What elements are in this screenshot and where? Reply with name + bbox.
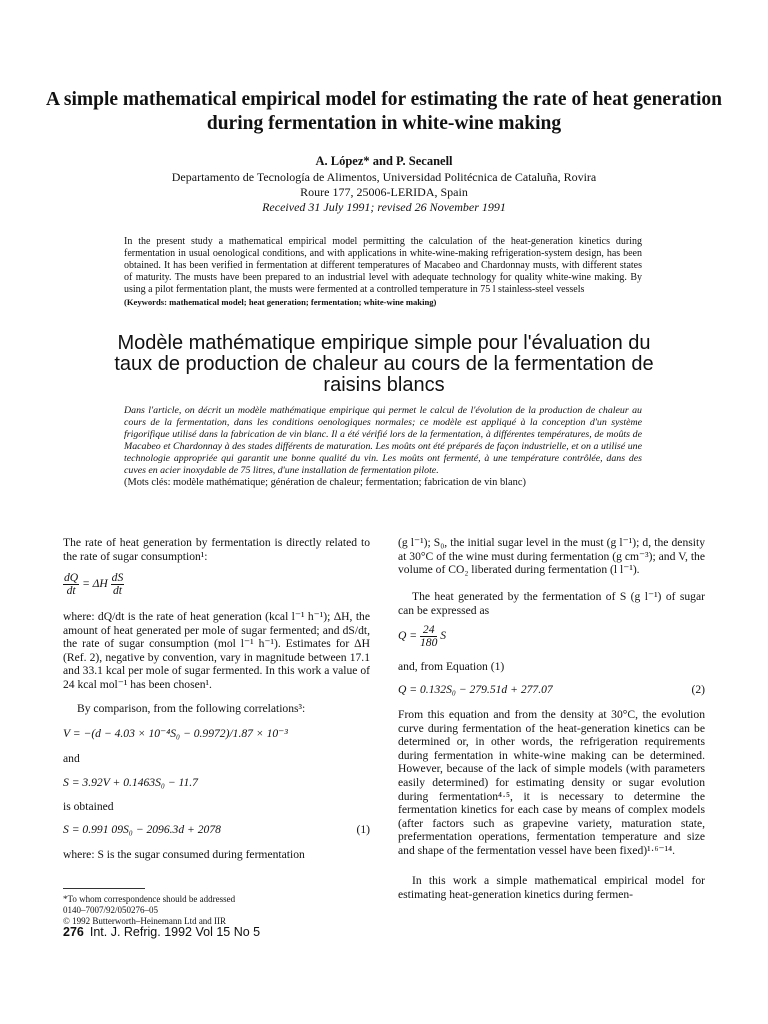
keywords: (Keywords: mathematical model; heat generation; fermentation; white-wine making) [124,297,437,307]
equation-1 [63,823,370,836]
left-comparison: By comparison, from the following correlations³: [77,702,306,715]
footnote-correspondence: *To whom correspondence should be addressed [63,894,236,904]
fraction-dq-dt [63,572,79,597]
abstract-english-text: In the present study a mathematical empirical model permitting the calculation of the heat-generation kinetics during fermentation in usual oenological conditions, and with applications in white-wine-making refrigeration-system design, has been obtained. It has been verified in fermentation at different temperatures of Macabeo and Chardonnay musts, with different states of maturity. The musts have been prepared to an industrial level with adequate technology for quality white-wine making. By using a pilot fermentation plant, the musts were fermented at a controlled temperature in 75 l stainless-steel vessels [124,236,642,295]
denominator-180: 180 [420,636,438,649]
footnotes [63,894,235,927]
left-where-s: where: S is the sugar consumed during fermentation [63,848,305,861]
right-heat-generated: The heat generated by the fermentation of S (g l⁻¹) of sugar can be expressed as [398,590,705,617]
denominator-dt: dt [66,584,76,597]
abstract-french [124,405,642,489]
authors: A. López* and P. Secanell [315,154,453,168]
received-dates: Received 31 July 1991; revised 26 November 1991 [262,200,506,214]
paper-title: A simple mathematical empirical model for estimating the rate of heat generation during fermentation in white-wine making [45,89,723,134]
and-text: and [63,752,80,765]
equation-1-body: S = 0.991 09S₀ − 2096.3d + 2078 [63,823,221,836]
right-definitions: (g l⁻¹); S₀, the initial sugar level in the must (g l⁻¹); d, the density at 30°C of the wine must during fermentation (g cm⁻³); and V, the volume of CO₂ liberated during fermentation (l l⁻¹). [398,536,705,577]
journal-citation: Int. J. Refrig. 1992 Vol 15 No 5 [89,925,261,939]
right-last-paragraph: In this work a simple mathematical empirical model for estimating heat-generation kinetics during fermen- [398,874,705,901]
right-main-paragraph: From this equation and from the density at 30°C, the evolution curve during fermentation of the heat-generation kinetics can be determined or, in other words, the refrigeration requirements during fermentation in white-wine making can be determined. However, because of the lack of simple models (with parameters easily determined) for estimating density or sugar evolution during fermentation⁴·⁵, it is necessary to determine the fermentation kinetics for each case by means of complex models (after factors such as grapevine variety, maturation state, prefermentation operations, fermentation temperature and size and shape of the fermentation vessel have been fixed)¹·⁶⁻¹⁴. [398,708,705,857]
from-equation-1-text: and, from Equation (1) [398,660,505,673]
equation-middle: = ΔH [79,577,111,591]
mots-cles: (Mots clés: modèle mathématique; génération de chaleur; fermentation; fabrication de vin blanc) [124,477,526,488]
affiliation-line-2: Roure 177, 25006-LERIDA, Spain [300,185,468,199]
equation-2 [398,683,705,696]
numerator-ds: dS [111,571,124,584]
equation-sugar: S = 3.92V + 0.1463S₀ − 11.7 [63,776,198,789]
denominator-dt-2: dt [112,584,122,597]
french-title: Modèle mathématique empirique simple pour l'évaluation du taux de production de chaleur au cours de la fermentation de raisins blancs [114,332,654,396]
numerator-dq: dQ [64,571,79,584]
left-column-intro: The rate of heat generation by fermentation is directly related to the rate of sugar consumption¹: [63,536,370,563]
equation-1-number: (1) [356,823,370,836]
fraction-ds-dt [111,572,125,597]
equation-2-body: Q = 0.132S₀ − 279.51d + 277.07 [398,683,553,696]
journal-footer [63,925,260,939]
affiliation [40,170,728,200]
footnote-copyright: © 1992 Butterworth–Heinemann Ltd and IIR [63,916,227,926]
equation-q-left: Q = [398,629,420,643]
equation-heat-rate [63,572,124,597]
fraction-24-180 [420,624,437,649]
equation-2-number: (2) [691,683,705,696]
abstract-french-text: Dans l'article, on décrit un modèle mathématique empirique qui permet le calcul de l'évolution de la production de chaleur au cours de la fermentation, dans les conditions oenologiques normales; ce modèle est appliqué à la conception d'un système frigorifique utilisé dans la fabrication de vin blanc. Il a été vérifié lors de la fermentation, à différentes températures, de moûts de Macabeo et Chardonnay à des stades différents de maturation. Les moûts ont été préparés de façon industrielle, et on a utilisé une technologie appropriée qui garantit une bonne qualité du vin. Les moûts ont fermenté, à une température contrôlée, dans des cuves en acier inoxydable de 75 litres, d'une installation de fermentation pilote. [124,405,642,476]
equation-q [398,624,446,649]
numerator-24: 24 [420,624,437,637]
equation-volume: V = −(d − 4.03 × 10⁻⁴S₀ − 0.9972)/1.87 × 10⁻³ [63,727,288,740]
obtained-text: is obtained [63,800,114,813]
footnote-rule [63,888,145,889]
equation-q-right: S [437,629,447,643]
page-number: 276 [63,925,84,939]
affiliation-line-1: Departamento de Tecnología de Alimentos, Universidad Politécnica de Cataluña, Rovira [171,170,597,184]
left-definitions: where: dQ/dt is the rate of heat generation (kcal l⁻¹ h⁻¹); ΔH, the amount of heat generated per mole of sugar fermented; and dS/dt, the rate of sugar consumption (mol l⁻¹ h⁻¹). Estimates for ΔH (Ref. 2), negative by convention, vary in magnitude between 17.1 and 33.1 kcal per mole of sugar fermented. In this work a value of 24 kcal mol⁻¹ has been chosen¹. [63,610,370,691]
abstract-english [124,236,642,308]
footnote-code: 0140–7007/92/050276–05 [63,905,159,915]
